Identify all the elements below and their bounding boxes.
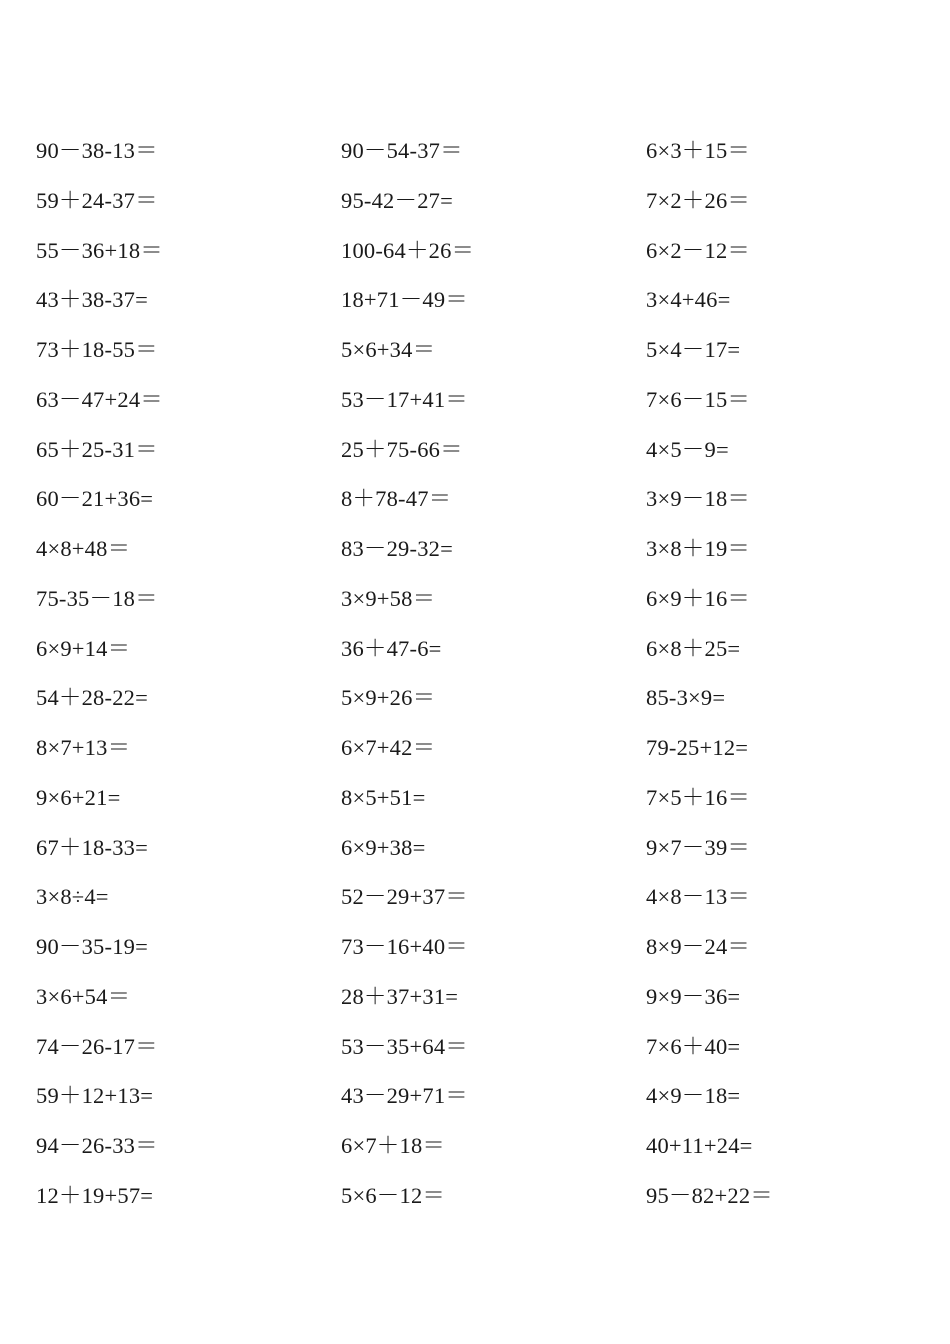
- problem-item: 3×8＋19＝: [646, 536, 751, 561]
- problem-item: 90－54-37＝: [341, 138, 463, 163]
- problem-item: 52－29+37＝: [341, 884, 468, 910]
- problem-item: 73－16+40＝: [341, 934, 468, 959]
- problem-item: 79-25+12=: [646, 735, 749, 760]
- problem-item: 36＋47-6=: [341, 635, 442, 661]
- problem-item: 25＋75-66＝: [341, 436, 463, 462]
- problem-item: 8×9－24＝: [646, 934, 751, 959]
- problem-item: 95-42－27=: [341, 187, 453, 213]
- problem-item: 75-35－18＝: [36, 585, 158, 611]
- problem-item: 6×7+42＝: [341, 735, 436, 760]
- problem-item: 40+11+24=: [646, 1133, 753, 1158]
- problem-item: 8×7+13＝: [36, 735, 131, 760]
- problem-item: 7×6－15＝: [646, 386, 751, 412]
- problem-item: 5×6－12＝: [341, 1182, 446, 1208]
- problem-item: 83－29-32=: [341, 536, 453, 561]
- problem-item: 9×9－36=: [646, 983, 741, 1009]
- problem-item: 6×9+38=: [341, 834, 426, 860]
- problem-item: 53－35+64＝: [341, 1033, 468, 1059]
- problem-grid: [36, 133, 950, 1228]
- problem-item: 74－26-17＝: [36, 1033, 158, 1059]
- problem-item: 100-64＋26＝: [341, 237, 475, 263]
- problem-item: 4×9－18=: [646, 1083, 741, 1109]
- problem-item: 85-3×9=: [646, 685, 726, 711]
- problem-item: 59＋24-37＝: [36, 187, 158, 213]
- problem-item: 18+71－49＝: [341, 287, 468, 313]
- problem-item: 67＋18-33=: [36, 834, 148, 860]
- problem-item: 3×6+54＝: [36, 983, 131, 1009]
- problem-item: 60－21+36=: [36, 486, 154, 512]
- problem-item: 12＋19+57=: [36, 1182, 154, 1208]
- problem-item: 3×8÷4=: [36, 884, 109, 910]
- problem-item: 3×4+46=: [646, 287, 731, 313]
- problem-item: 5×9+26＝: [341, 685, 436, 711]
- problem-item: 63－47+24＝: [36, 386, 163, 412]
- problem-item: 4×8+48＝: [36, 536, 131, 561]
- problem-item: 9×6+21=: [36, 784, 121, 810]
- problem-item: 7×5＋16＝: [646, 784, 751, 810]
- problem-item: 55－36+18＝: [36, 237, 163, 263]
- problem-item: 6×2－12＝: [646, 237, 751, 263]
- problem-item: 43－29+71＝: [341, 1083, 468, 1109]
- problem-item: 43＋38-37=: [36, 287, 148, 313]
- problem-item: 3×9+58＝: [341, 585, 436, 611]
- problem-item: 90－35-19=: [36, 934, 148, 959]
- problem-item: 7×6＋40=: [646, 1033, 741, 1059]
- problem-item: 90－38-13＝: [36, 138, 158, 163]
- problem-item: 73＋18-55＝: [36, 337, 158, 362]
- problem-item: 8×5+51=: [341, 784, 426, 810]
- problem-item: 65＋25-31＝: [36, 436, 158, 462]
- problem-item: 4×8－13＝: [646, 884, 751, 910]
- problem-item: 53－17+41＝: [341, 386, 468, 412]
- problem-item: 8＋78-47＝: [341, 486, 452, 512]
- problem-item: 7×2＋26＝: [646, 187, 751, 213]
- problem-item: 6×3＋15＝: [646, 138, 751, 163]
- problem-item: 6×9＋16＝: [646, 585, 751, 611]
- problem-item: 9×7－39＝: [646, 834, 751, 860]
- problem-item: 6×9+14＝: [36, 635, 131, 661]
- problem-item: 59＋12+13=: [36, 1083, 154, 1109]
- problem-item: 5×6+34＝: [341, 337, 436, 362]
- problem-item: 4×5－9=: [646, 436, 729, 462]
- problem-item: 54＋28-22=: [36, 685, 148, 711]
- problem-item: 95－82+22＝: [646, 1182, 773, 1208]
- problem-item: 5×4－17=: [646, 337, 741, 362]
- problem-item: 94－26-33＝: [36, 1133, 158, 1158]
- problem-item: 28＋37+31=: [341, 983, 459, 1009]
- problem-item: 6×7＋18＝: [341, 1133, 446, 1158]
- problem-item: 6×8＋25=: [646, 635, 741, 661]
- problem-item: 3×9－18＝: [646, 486, 751, 512]
